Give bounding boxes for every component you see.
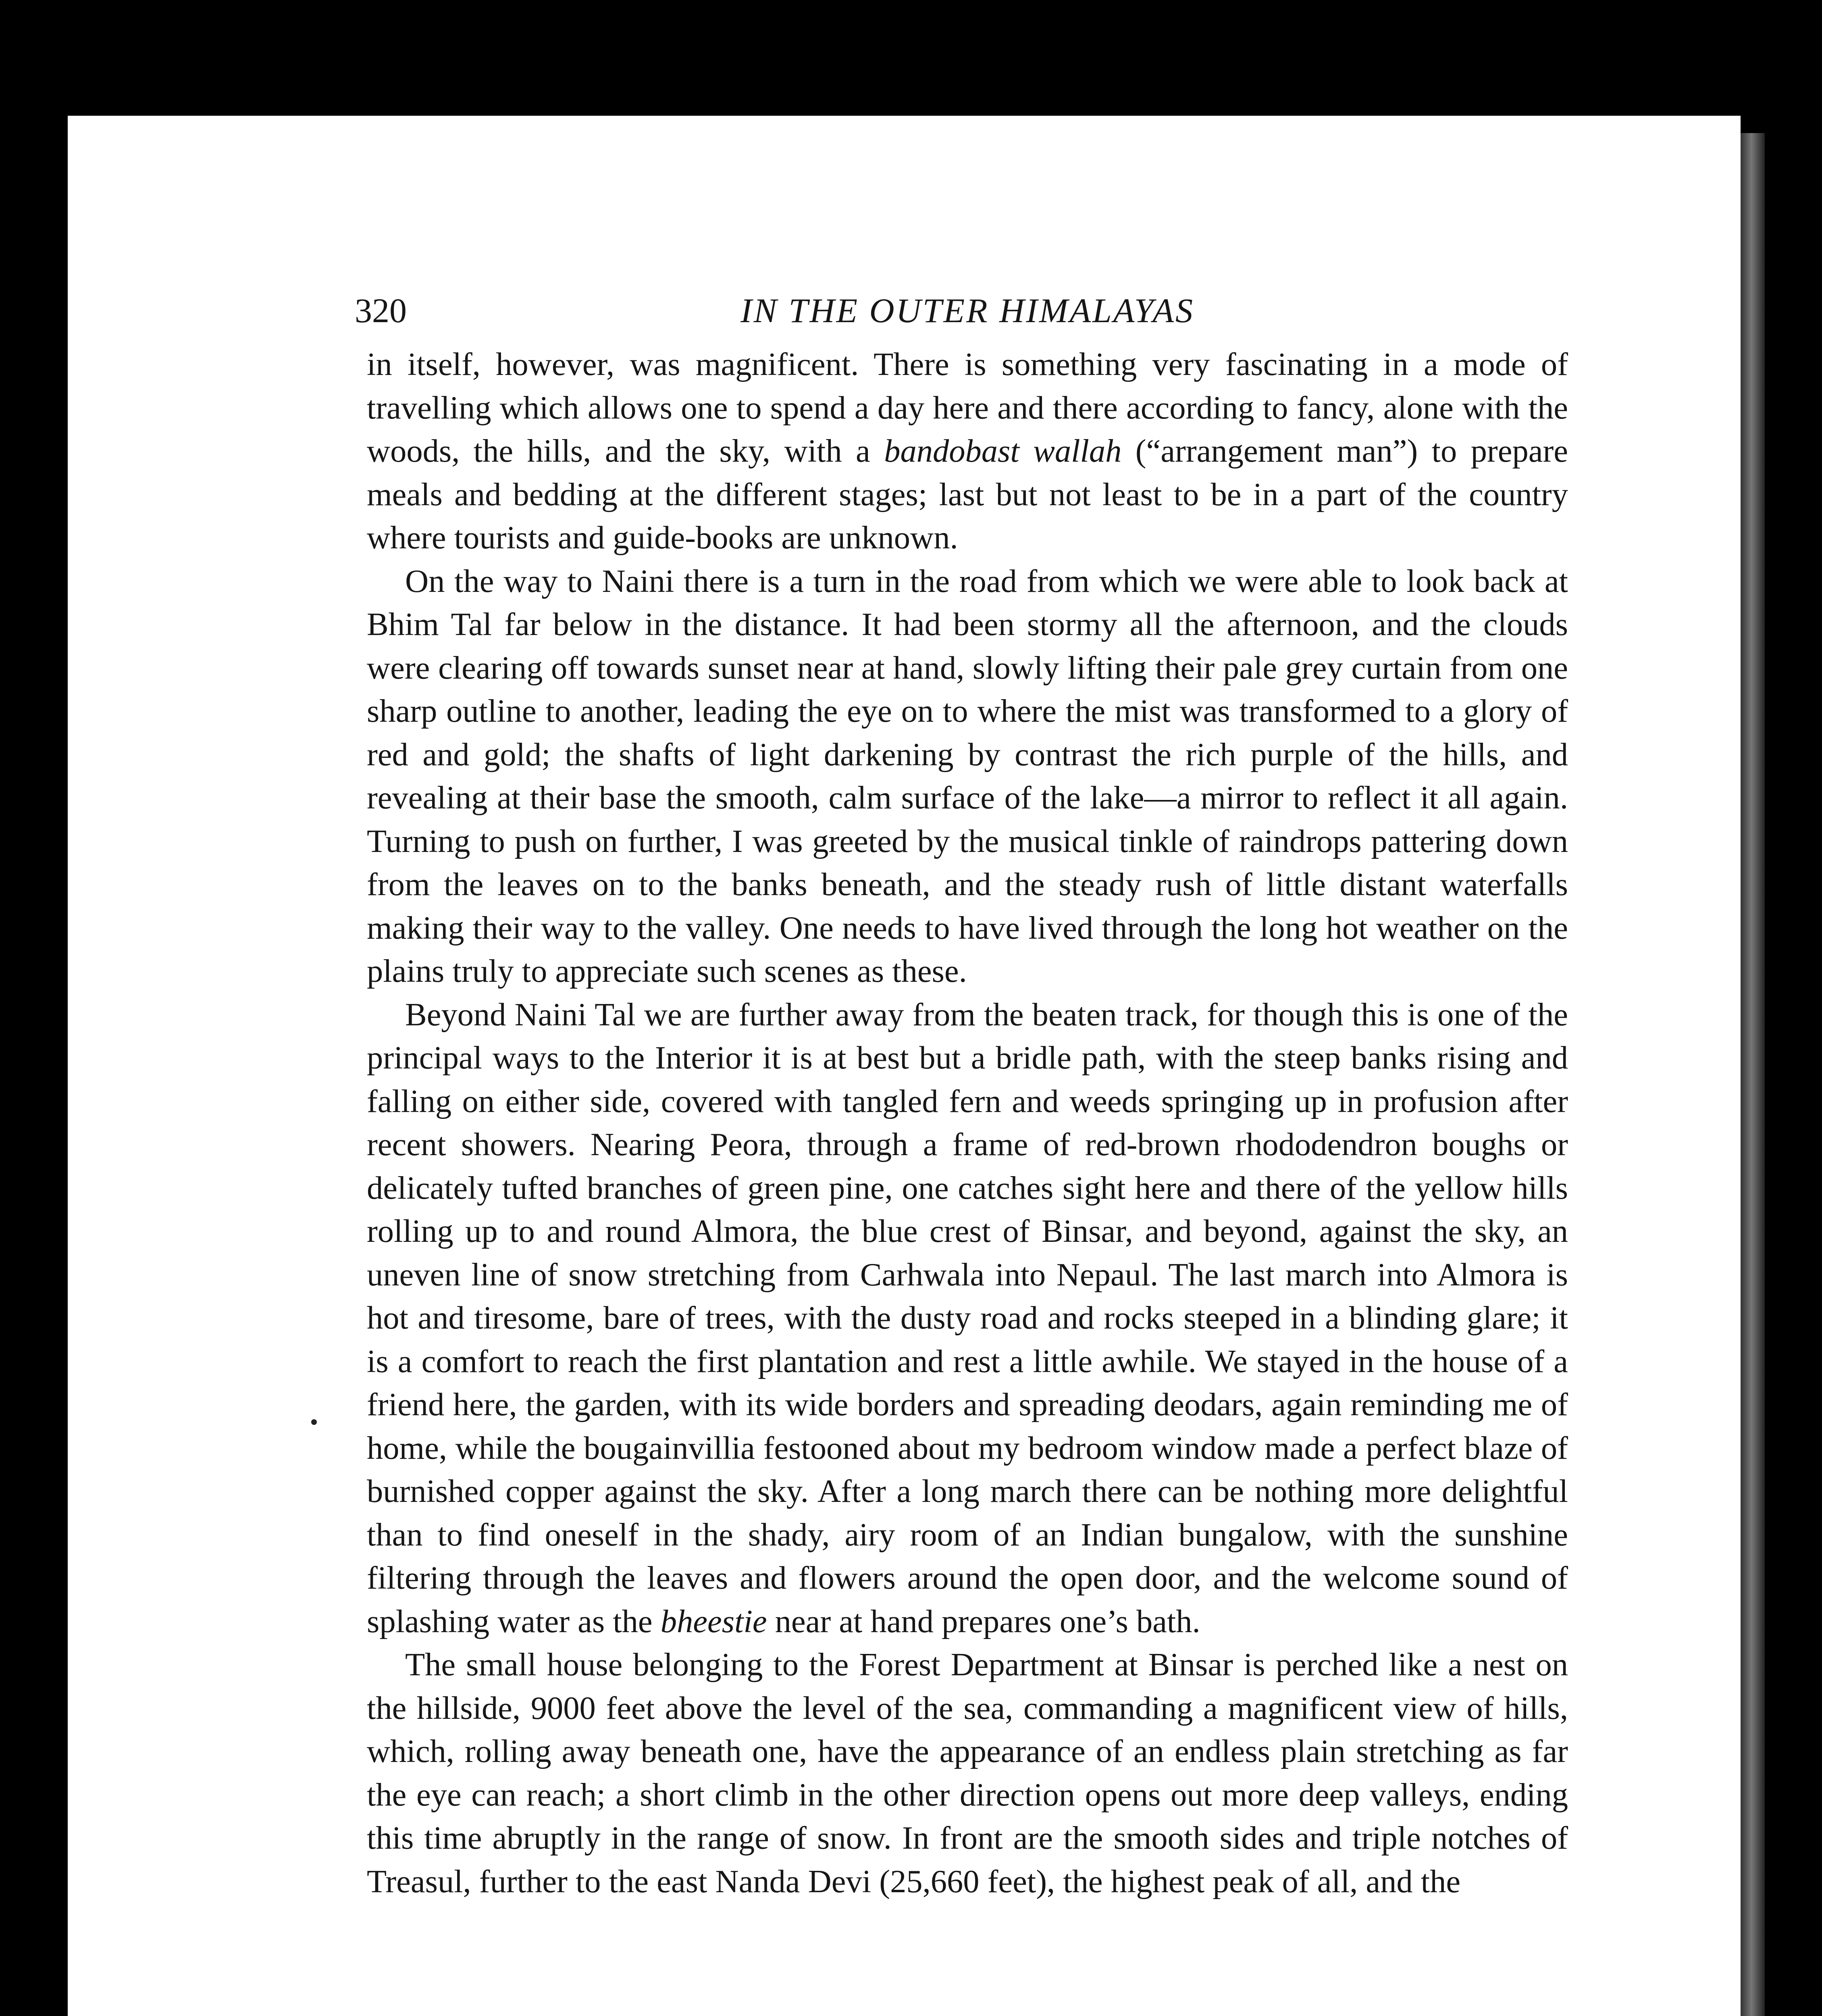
- paragraph: [367, 993, 1568, 1643]
- body-text: [367, 343, 1568, 1903]
- paragraph: [367, 1643, 1568, 1903]
- italic-term: bandobast wallah: [884, 433, 1122, 469]
- text-run: (“arrangement man”) to prepare meals and bedding at the different stages; last but not least to be in a part of the country where tourists and guide-books are unknown.: [367, 433, 1568, 556]
- running-head: [355, 282, 1568, 343]
- text-run: On the way to Naini there is a turn in the road from which we were able to look back at Bhim Tal far below in the distance. It had been stormy all the afternoon, and the clouds were clearing off towards sunset near at hand, slowly lifting their pale grey curtain from one sharp outline to another, leading the eye on to where the mist was transformed to a glory of red and gold; the shafts of light darkening by contrast the rich purple of the hills, and revealing at their base the smooth, calm surface of the lake—a mirror to reflect it all again. Turning to push on further, I was greeted by the musical tinkle of raindrops pattering down from the leaves on to the banks beneath, and the steady rush of little distant waterfalls making their way to the valley. One needs to have lived through the long hot weather on the plains truly to appreciate such scenes as these.: [367, 563, 1568, 989]
- text-run: in itself, however, was magnificent. There is something very fascinating in a mode of travelling which allows one to spend a day here and there according to fancy, alone with the woods, the hills, and the sky, with a: [367, 346, 1568, 469]
- text-run: near at hand prepares one’s bath.: [767, 1603, 1200, 1639]
- book-page: [355, 282, 1568, 1903]
- text-run: Beyond Naini Tal we are further away from the beaten track, for though this is one of the principal ways to the Interior it is at best but a bridle path, with the steep banks rising and falling on either side, covered with tangled fern and weeds springing up in profusion after recent showers. Nearing Peora, through a frame of red-brown rhododendron boughs or delicately tufted branches of green pine, one catches sight here and there of the yellow hills rolling up to and round Almora, the blue crest of Binsar, and beyond, against the sky, an uneven line of snow stretching from Carhwala into Nepaul. The last march into Almora is hot and tiresome, bare of trees, with the dusty road and rocks steeped in a blinding glare; it is a comfort to reach the first plantation and rest a little awhile. We stayed in the house of a friend here, the garden, with its wide borders and spreading deodars, again reminding me of home, while the bougainvillia festooned about my bedroom window made a perfect blaze of burnished copper against the sky. After a long march there can be nothing more delightful than to find oneself in the shady, airy room of an Indian bungalow, with the sunshine filtering through the leaves and flowers around the open door, and the welcome sound of splashing water as the: [367, 996, 1568, 1639]
- paragraph: [367, 343, 1568, 560]
- text-run: The small house belonging to the Forest Department at Binsar is perched like a nest on the hillside, 9000 feet above the level of the sea, commanding a magnificent view of hills, which, rolling away beneath one, have the appearance of an endless plain stretching as far the eye can reach; a short climb in the other direction opens out more deep valleys, ending this time abruptly in the range of snow. In front are the smooth sides and triple notches of Treasul, further to the east Nanda Devi (25,660 feet), the highest peak of all, and the: [367, 1647, 1568, 1899]
- running-title: IN THE OUTER HIMALAYAS: [740, 291, 1194, 330]
- page-number: 320: [355, 291, 407, 330]
- margin-ink-dot: [311, 1419, 317, 1425]
- paragraph: [367, 560, 1568, 993]
- page-edge-shadow: [1741, 133, 1765, 2016]
- italic-term: bheestie: [660, 1603, 767, 1639]
